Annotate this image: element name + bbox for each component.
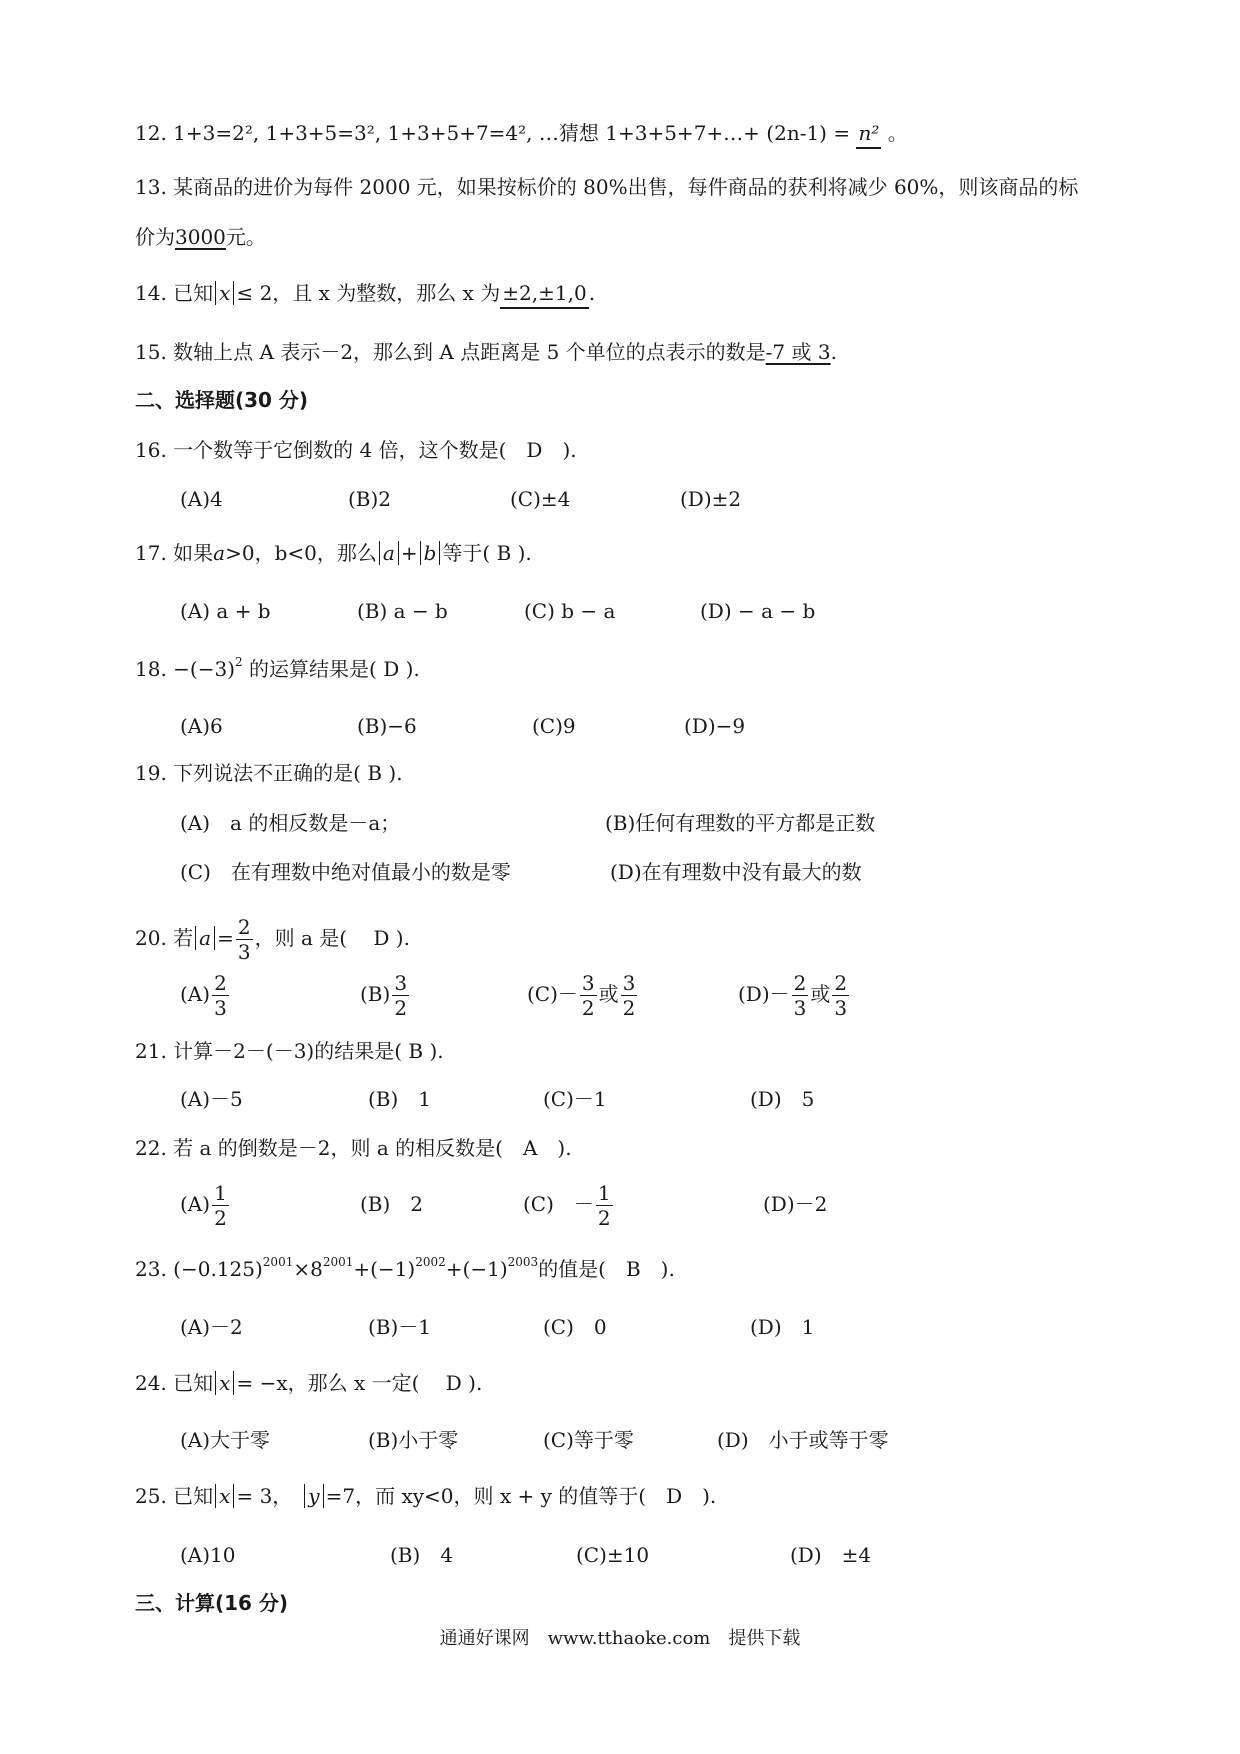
absolute-value: x	[215, 281, 234, 305]
question-16	[135, 435, 577, 465]
question-number: 24.	[135, 1371, 167, 1395]
option-d: (D) 5	[750, 1087, 815, 1111]
question-number: 20.	[135, 926, 167, 950]
option-d: (D)－ $\frac{2}{3}$ 或 $\frac{2}{3}$	[738, 971, 848, 1020]
question-text: 的运算结果是( D ).	[242, 657, 420, 681]
option-a: (A)大于零	[180, 1428, 271, 1452]
answer-blank: n²	[856, 121, 881, 149]
question-13-continued: 价为3000元。	[135, 225, 266, 249]
question-21	[135, 1036, 444, 1066]
option-b: (B) 2	[360, 1192, 424, 1216]
option-a: (A) a 的相反数是－a；	[180, 811, 401, 835]
option-d: (D) 小于或等于零	[717, 1428, 889, 1452]
question-number: 19.	[135, 761, 167, 785]
fraction: $\frac{3}{2}$	[581, 971, 595, 1020]
question-number: 22.	[135, 1136, 167, 1160]
page-footer: 通通好课网 www.tthaoke.com 提供下载	[439, 1628, 801, 1649]
question-number: 14.	[135, 281, 167, 305]
option-b: (B)任何有理数的平方都是正数	[605, 811, 876, 835]
answer-blank: 3000	[175, 225, 226, 249]
question-number: 18.	[135, 657, 167, 681]
question-number: 25.	[135, 1484, 167, 1508]
option-b: (B)小于零	[368, 1428, 459, 1452]
fraction: $\frac{2}{3}$	[834, 971, 848, 1020]
section-heading-calculation: 三、计算(16 分)	[135, 1591, 289, 1615]
question-text: =7，而 xy<0，则 x + y 的值等于( D ).	[325, 1484, 717, 1508]
question-text: 下列说法不正确的是( B ).	[173, 761, 403, 785]
option-a: (A) $\frac{2}{3}$	[180, 971, 227, 1020]
option-a: (A)－2	[180, 1315, 243, 1339]
question-number: 13.	[135, 175, 167, 199]
option-b: (B)－1	[368, 1315, 432, 1339]
question-17: 17. 如果a>0，b<0，那么 a + b 等于( B ).	[135, 541, 532, 565]
absolute-value: y	[304, 1484, 323, 1508]
question-number: 12.	[135, 121, 167, 145]
question-19	[135, 758, 403, 788]
absolute-value: x	[215, 1484, 234, 1508]
option-c: (C) 在有理数中绝对值最小的数是零	[180, 860, 511, 884]
question-number: 15.	[135, 340, 167, 364]
question-text: ，则 a 是( D ).	[254, 926, 410, 950]
fraction: $\frac{1}{2}$	[214, 1181, 227, 1230]
option-a: (A)－5	[180, 1087, 243, 1111]
option-c: (C)±10	[576, 1543, 650, 1567]
option-c: (C)9	[532, 714, 576, 738]
option-c: (C)－ $\frac{3}{2}$ 或 $\frac{3}{2}$	[527, 971, 636, 1020]
option-b: (B) 1	[368, 1087, 432, 1111]
question-text: ≤ 2，且 x 为整数，那么 x 为	[236, 281, 501, 305]
question-15: 15. 数轴上点 A 表示－2，那么到 A 点距离是 5 个单位的点表示的数是-7 或 3.	[135, 340, 837, 364]
absolute-value: a	[195, 926, 215, 950]
option-a: (A) a + b	[180, 599, 271, 623]
option-d: (D) ±4	[790, 1543, 872, 1567]
question-text: 的值是( B ).	[538, 1257, 675, 1281]
option-c: (C) － $\frac{1}{2}$	[523, 1181, 611, 1230]
absolute-value: b	[420, 541, 441, 565]
option-d: (D) 1	[750, 1315, 815, 1339]
question-text: 一个数等于它倒数的 4 倍，这个数是( D ).	[173, 438, 577, 462]
section-heading-choice: 二、选择题(30 分)	[135, 388, 309, 412]
fraction: $\frac{2}{3}$	[214, 971, 227, 1020]
question-number: 23.	[135, 1257, 167, 1281]
question-20: 20. 若 a = $\frac{2}{3}$ ，则 a 是( D ).	[135, 915, 410, 964]
option-d: (D) − a − b	[700, 599, 816, 623]
option-d: (D)－2	[763, 1192, 828, 1216]
question-24: 24. 已知 x = −x，那么 x 一定( D ).	[135, 1371, 483, 1395]
option-a: (A)4	[180, 487, 223, 511]
question-13	[135, 172, 1078, 202]
question-18: 18. $-(-3)^2$ 的运算结果是( D ).	[135, 655, 420, 681]
option-c: (C)等于零	[543, 1428, 634, 1452]
question-text: 1+3=2², 1+3+5=3², 1+3+5+7=4², …猜想 1+3+5+7+…+ (2n-1) =	[173, 121, 857, 145]
question-25: 25. 已知 x = 3， y =7，而 xy<0，则 x + y 的值等于( D ).	[135, 1484, 717, 1508]
question-number: 21.	[135, 1039, 167, 1063]
answer-blank: ±2,±1,0	[500, 281, 588, 309]
question-text: 若 a 的倒数是－2，则 a 的相反数是( A ).	[173, 1136, 572, 1160]
question-23: 23. $(-0.125)^{2001}\times 8^{2001}+(-1)^{2002}+(-1)^{2003}$的值是( B ).	[135, 1255, 675, 1281]
absolute-value: a	[379, 541, 399, 565]
fraction: $\frac{2}{3}$	[237, 915, 251, 964]
option-d: (D)−9	[684, 714, 746, 738]
option-b: (B) a − b	[357, 599, 448, 623]
absolute-value: x	[215, 1371, 234, 1395]
option-b: (B)−6	[357, 714, 417, 738]
fraction: $\frac{3}{2}$	[622, 971, 636, 1020]
fraction: $\frac{3}{2}$	[394, 971, 408, 1020]
question-12: 12. 1+3=2², 1+3+5=3², 1+3+5+7=4², …猜想 1+3+5+7+…+ (2n-1) = n² 。	[135, 118, 908, 148]
question-14: 14. 已知 x ≤ 2，且 x 为整数，那么 x 为 ±2,±1,0 .	[135, 278, 595, 308]
question-text: 计算－2－(－3)的结果是( B ).	[173, 1039, 444, 1063]
question-22	[135, 1133, 572, 1163]
option-c: (C)－1	[543, 1087, 607, 1111]
option-a: (A) $\frac{1}{2}$	[180, 1181, 227, 1230]
fraction: $\frac{2}{3}$	[793, 971, 807, 1020]
question-number: 16.	[135, 438, 167, 462]
question-text: = −x，那么 x 一定( D ).	[236, 1371, 483, 1395]
option-a: (A)10	[180, 1543, 236, 1567]
option-b: (B) $\frac{3}{2}$	[360, 971, 408, 1020]
answer-blank: -7 或 3	[765, 340, 831, 364]
option-c: (C) b − a	[524, 599, 616, 623]
question-number: 17.	[135, 541, 167, 565]
option-b: (B) 4	[390, 1543, 454, 1567]
option-b: (B)2	[348, 487, 392, 511]
question-text: 数轴上点 A 表示－2，那么到 A 点距离是 5 个单位的点表示的数是	[173, 340, 766, 364]
option-d: (D)±2	[680, 487, 742, 511]
option-c: (C)±4	[510, 487, 571, 511]
fraction: $\frac{1}{2}$	[597, 1181, 611, 1230]
question-text: 某商品的进价为每件 2000 元，如果按标价的 80%出售，每件商品的获利将减少 60%，则该商品的标	[173, 175, 1079, 199]
option-c: (C) 0	[543, 1315, 607, 1339]
option-d: (D)在有理数中没有最大的数	[610, 860, 862, 884]
option-a: (A)6	[180, 714, 223, 738]
